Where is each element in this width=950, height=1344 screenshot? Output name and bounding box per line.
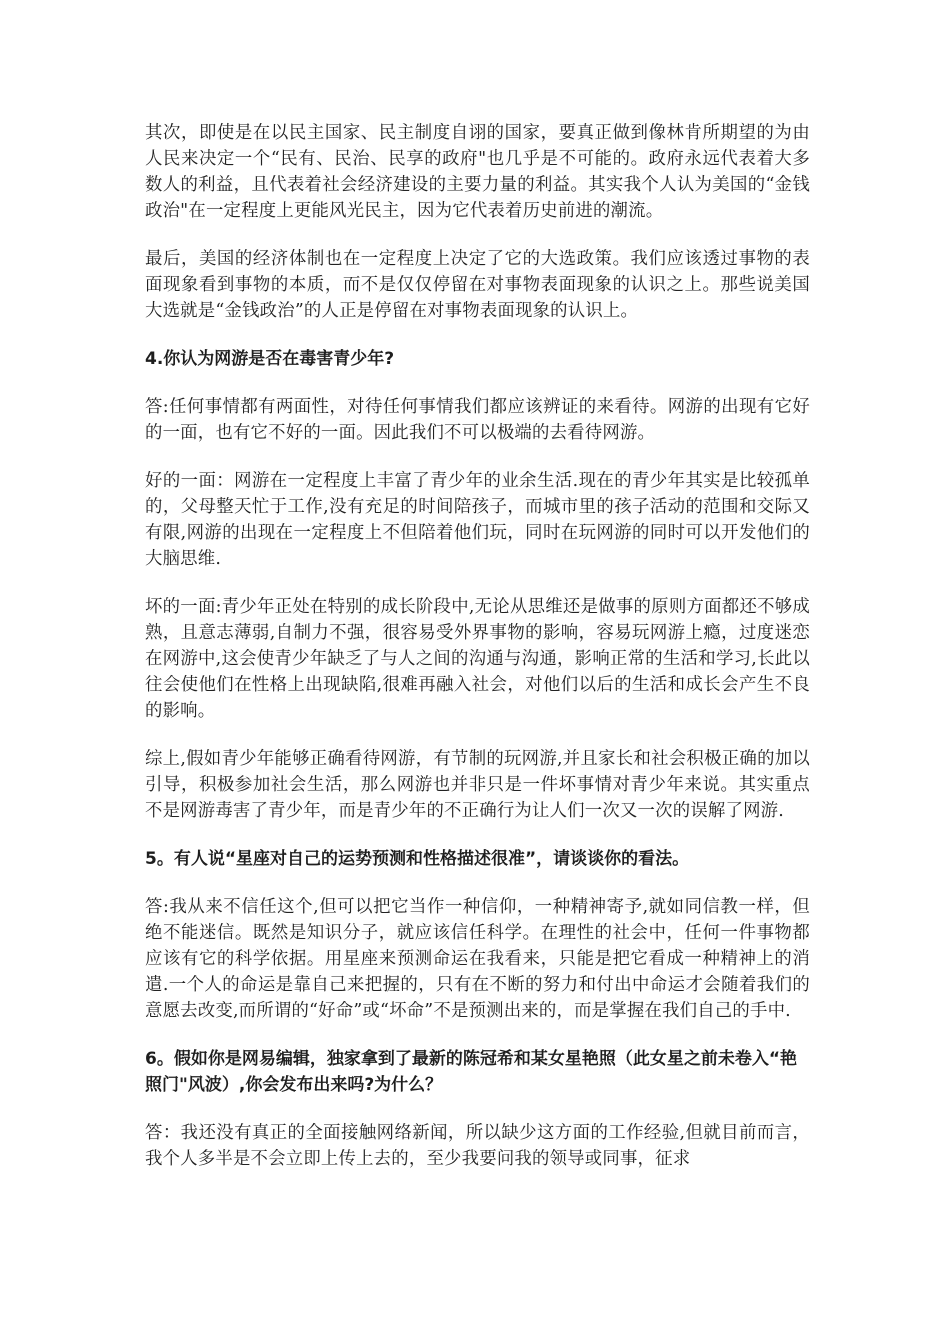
document-page xyxy=(145,120,810,1194)
answer-4-good-side: 好的一面：网游在一定程度上丰富了青少年的业余生活.现在的青少年其实是比较孤单的，父母整天忙于工作,没有充足的时间陪孩子，而城市里的孩子活动的范围和交际又有限,网游的出现在一定程度上不但陪着他们玩，同时在玩网游的同时可以开发他们的大脑思维. xyxy=(145,471,810,569)
question-6-heading: 6。假如你是网易编辑，独家拿到了最新的陈冠希和某女星艳照（此女星之前未卷入“艳照门"风波）,你会发布出来吗?为什么？ xyxy=(145,1049,797,1095)
answer-4-bad-side: 坏的一面:青少年正处在特别的成长阶段中,无论从思维还是做事的原则方面都还不够成熟，且意志薄弱,自制力不强，很容易受外界事物的影响，容易玩网游上瘾，过度迷恋在网游中,这会使青少年缺乏了与人之间的沟通与沟通，影响正常的生活和学习,长此以往会使他们在性格上出现缺陷,很难再融入社会，对他们以后的生活和成长会产生不良的影响。 xyxy=(145,597,810,721)
answer-4-intro: 答:任何事情都有两面性，对待任何事情我们都应该辨证的来看待。网游的出现有它好的一面，也有它不好的一面。因此我们不可以极端的去看待网游。 xyxy=(145,397,810,443)
answer-5: 答:我从来不信任这个,但可以把它当作一种信仰，一种精神寄予,就如同信教一样，但绝不能迷信。既然是知识分子，就应该信任科学。在理性的社会中，任何一件事物都应该有它的科学依据。用星座来预测命运在我看来，只能是把它看成一种精神上的消遣.一个人的命运是靠自己来把握的，只有在不断的努力和付出中命运才会随着我们的意愿去改变,而所谓的“好命”或“坏命”不是预测出来的，而是掌握在我们自己的手中. xyxy=(145,897,810,1021)
paragraph-political-system: 其次，即使是在以民主国家、民主制度自诩的国家，要真正做到像林肯所期望的为由人民来决定一个“民有、民治、民享的政府"也几乎是不可能的。政府永远代表着大多数人的利益，且代表着社会经济建设的主要力量的利益。其实我个人认为美国的“金钱政治"在一定程度上更能风光民主，因为它代表着历史前进的潮流。 xyxy=(145,123,810,221)
question-4-heading: 4.你认为网游是否在毒害青少年? xyxy=(145,349,395,369)
question-5-heading: 5。有人说“星座对自己的运势预测和性格描述很准”，请谈谈你的看法。 xyxy=(145,849,690,869)
paragraph-economic-system: 最后，美国的经济体制也在一定程度上决定了它的大选政策。我们应该透过事物的表面现象看到事物的本质，而不是仅仅停留在对事物表面现象的认识之上。那些说美国大选就是“金钱政治”的人正是停留在对事物表面现象的认识上。 xyxy=(145,249,810,321)
answer-4-conclusion: 综上,假如青少年能够正确看待网游，有节制的玩网游,并且家长和社会积极正确的加以引导，积极参加社会生活，那么网游也并非只是一件坏事情对青少年来说。其实重点不是网游毒害了青少年，而是青少年的不正确行为让人们一次又一次的误解了网游. xyxy=(145,749,810,821)
answer-6: 答：我还没有真正的全面接触网络新闻，所以缺少这方面的工作经验,但就目前而言，我个人多半是不会立即上传上去的，至少我要问我的领导或同事，征求 xyxy=(145,1123,810,1169)
